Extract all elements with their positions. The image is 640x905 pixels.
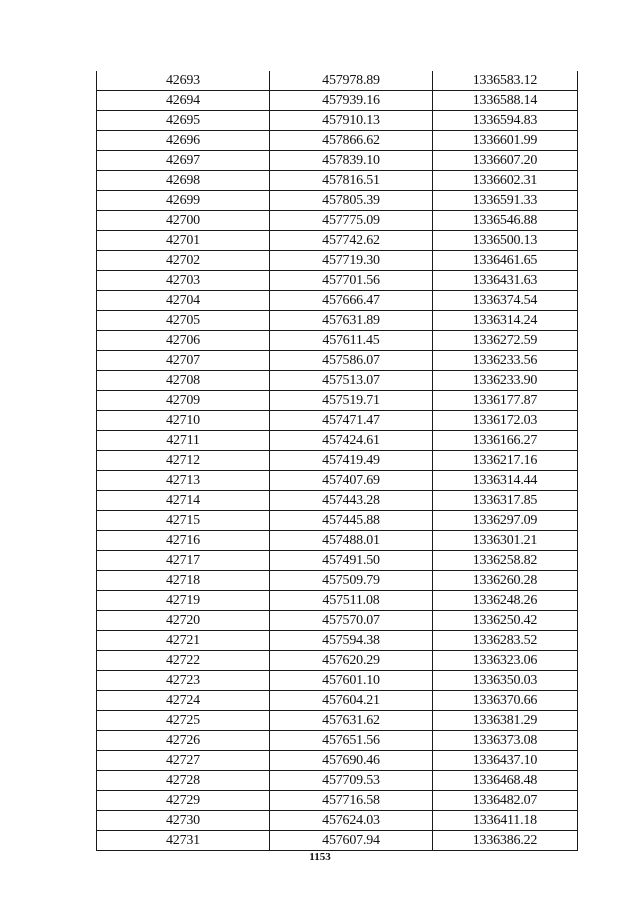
- y-coordinate-cell: 1336258.82: [433, 551, 578, 571]
- y-coordinate-cell: 1336583.12: [433, 71, 578, 91]
- point-id-cell: 42715: [97, 511, 270, 531]
- y-coordinate-cell: 1336482.07: [433, 791, 578, 811]
- x-coordinate-cell: 457511.08: [270, 591, 433, 611]
- y-coordinate-cell: 1336317.85: [433, 491, 578, 511]
- point-id-cell: 42702: [97, 251, 270, 271]
- point-id-cell: 42710: [97, 411, 270, 431]
- x-coordinate-cell: 457719.30: [270, 251, 433, 271]
- x-coordinate-cell: 457701.56: [270, 271, 433, 291]
- x-coordinate-cell: 457631.62: [270, 711, 433, 731]
- table-row: [97, 571, 578, 591]
- table-row: [97, 751, 578, 771]
- y-coordinate-cell: 1336431.63: [433, 271, 578, 291]
- point-id-cell: 42711: [97, 431, 270, 451]
- x-coordinate-cell: 457471.47: [270, 411, 433, 431]
- point-id-cell: 42697: [97, 151, 270, 171]
- x-coordinate-cell: 457978.89: [270, 71, 433, 91]
- point-id-cell: 42699: [97, 191, 270, 211]
- point-id-cell: 42693: [97, 71, 270, 91]
- x-coordinate-cell: 457624.03: [270, 811, 433, 831]
- x-coordinate-cell: 457716.58: [270, 791, 433, 811]
- coordinates-table-body: [97, 71, 578, 851]
- y-coordinate-cell: 1336546.88: [433, 211, 578, 231]
- table-row: [97, 311, 578, 331]
- point-id-cell: 42714: [97, 491, 270, 511]
- table-row: [97, 471, 578, 491]
- table-row: [97, 431, 578, 451]
- point-id-cell: 42721: [97, 631, 270, 651]
- table-row: [97, 151, 578, 171]
- table-row: [97, 251, 578, 271]
- point-id-cell: 42700: [97, 211, 270, 231]
- x-coordinate-cell: 457816.51: [270, 171, 433, 191]
- point-id-cell: 42724: [97, 691, 270, 711]
- y-coordinate-cell: 1336350.03: [433, 671, 578, 691]
- y-coordinate-cell: 1336272.59: [433, 331, 578, 351]
- x-coordinate-cell: 457620.29: [270, 651, 433, 671]
- x-coordinate-cell: 457709.53: [270, 771, 433, 791]
- table-row: [97, 691, 578, 711]
- x-coordinate-cell: 457611.45: [270, 331, 433, 351]
- y-coordinate-cell: 1336437.10: [433, 751, 578, 771]
- point-id-cell: 42716: [97, 531, 270, 551]
- point-id-cell: 42730: [97, 811, 270, 831]
- table-row: [97, 731, 578, 751]
- y-coordinate-cell: 1336500.13: [433, 231, 578, 251]
- point-id-cell: 42713: [97, 471, 270, 491]
- table-row: [97, 451, 578, 471]
- point-id-cell: 42694: [97, 91, 270, 111]
- point-id-cell: 42731: [97, 831, 270, 851]
- y-coordinate-cell: 1336601.99: [433, 131, 578, 151]
- table-row: [97, 631, 578, 651]
- y-coordinate-cell: 1336588.14: [433, 91, 578, 111]
- y-coordinate-cell: 1336381.29: [433, 711, 578, 731]
- y-coordinate-cell: 1336283.52: [433, 631, 578, 651]
- point-id-cell: 42705: [97, 311, 270, 331]
- table-row: [97, 791, 578, 811]
- table-row: [97, 91, 578, 111]
- point-id-cell: 42695: [97, 111, 270, 131]
- y-coordinate-cell: 1336233.56: [433, 351, 578, 371]
- table-row: [97, 831, 578, 851]
- x-coordinate-cell: 457443.28: [270, 491, 433, 511]
- table-row: [97, 651, 578, 671]
- x-coordinate-cell: 457445.88: [270, 511, 433, 531]
- y-coordinate-cell: 1336607.20: [433, 151, 578, 171]
- table-row: [97, 591, 578, 611]
- point-id-cell: 42725: [97, 711, 270, 731]
- y-coordinate-cell: 1336591.33: [433, 191, 578, 211]
- table-row: [97, 171, 578, 191]
- y-coordinate-cell: 1336260.28: [433, 571, 578, 591]
- table-row: [97, 551, 578, 571]
- x-coordinate-cell: 457939.16: [270, 91, 433, 111]
- point-id-cell: 42701: [97, 231, 270, 251]
- x-coordinate-cell: 457509.79: [270, 571, 433, 591]
- y-coordinate-cell: 1336602.31: [433, 171, 578, 191]
- x-coordinate-cell: 457666.47: [270, 291, 433, 311]
- table-row: [97, 711, 578, 731]
- table-row: [97, 391, 578, 411]
- point-id-cell: 42709: [97, 391, 270, 411]
- y-coordinate-cell: 1336370.66: [433, 691, 578, 711]
- table-row: [97, 491, 578, 511]
- table-row: [97, 411, 578, 431]
- table-row: [97, 531, 578, 551]
- point-id-cell: 42696: [97, 131, 270, 151]
- table-row: [97, 291, 578, 311]
- y-coordinate-cell: 1336323.06: [433, 651, 578, 671]
- x-coordinate-cell: 457651.56: [270, 731, 433, 751]
- table-row: [97, 371, 578, 391]
- coordinates-table: [96, 71, 578, 851]
- x-coordinate-cell: 457839.10: [270, 151, 433, 171]
- point-id-cell: 42718: [97, 571, 270, 591]
- point-id-cell: 42703: [97, 271, 270, 291]
- x-coordinate-cell: 457491.50: [270, 551, 433, 571]
- table-row: [97, 331, 578, 351]
- page-number: 1153: [309, 851, 331, 863]
- table-row: [97, 211, 578, 231]
- y-coordinate-cell: 1336314.24: [433, 311, 578, 331]
- point-id-cell: 42722: [97, 651, 270, 671]
- y-coordinate-cell: 1336217.16: [433, 451, 578, 471]
- table-row: [97, 111, 578, 131]
- point-id-cell: 42706: [97, 331, 270, 351]
- point-id-cell: 42708: [97, 371, 270, 391]
- point-id-cell: 42729: [97, 791, 270, 811]
- table-row: [97, 611, 578, 631]
- table-row: [97, 71, 578, 91]
- table-row: [97, 811, 578, 831]
- y-coordinate-cell: 1336172.03: [433, 411, 578, 431]
- table-row: [97, 131, 578, 151]
- point-id-cell: 42723: [97, 671, 270, 691]
- table-row: [97, 191, 578, 211]
- table-row: [97, 771, 578, 791]
- point-id-cell: 42720: [97, 611, 270, 631]
- table-row: [97, 271, 578, 291]
- x-coordinate-cell: 457690.46: [270, 751, 433, 771]
- y-coordinate-cell: 1336250.42: [433, 611, 578, 631]
- x-coordinate-cell: 457424.61: [270, 431, 433, 451]
- x-coordinate-cell: 457594.38: [270, 631, 433, 651]
- point-id-cell: 42719: [97, 591, 270, 611]
- point-id-cell: 42712: [97, 451, 270, 471]
- x-coordinate-cell: 457519.71: [270, 391, 433, 411]
- point-id-cell: 42728: [97, 771, 270, 791]
- table-row: [97, 231, 578, 251]
- x-coordinate-cell: 457607.94: [270, 831, 433, 851]
- table-row: [97, 351, 578, 371]
- point-id-cell: 42704: [97, 291, 270, 311]
- y-coordinate-cell: 1336177.87: [433, 391, 578, 411]
- y-coordinate-cell: 1336373.08: [433, 731, 578, 751]
- y-coordinate-cell: 1336233.90: [433, 371, 578, 391]
- y-coordinate-cell: 1336248.26: [433, 591, 578, 611]
- point-id-cell: 42707: [97, 351, 270, 371]
- x-coordinate-cell: 457601.10: [270, 671, 433, 691]
- x-coordinate-cell: 457775.09: [270, 211, 433, 231]
- x-coordinate-cell: 457419.49: [270, 451, 433, 471]
- point-id-cell: 42717: [97, 551, 270, 571]
- x-coordinate-cell: 457631.89: [270, 311, 433, 331]
- x-coordinate-cell: 457742.62: [270, 231, 433, 251]
- x-coordinate-cell: 457570.07: [270, 611, 433, 631]
- table-row: [97, 671, 578, 691]
- x-coordinate-cell: 457513.07: [270, 371, 433, 391]
- y-coordinate-cell: 1336166.27: [433, 431, 578, 451]
- y-coordinate-cell: 1336374.54: [433, 291, 578, 311]
- x-coordinate-cell: 457586.07: [270, 351, 433, 371]
- y-coordinate-cell: 1336594.83: [433, 111, 578, 131]
- y-coordinate-cell: 1336386.22: [433, 831, 578, 851]
- y-coordinate-cell: 1336411.18: [433, 811, 578, 831]
- x-coordinate-cell: 457866.62: [270, 131, 433, 151]
- x-coordinate-cell: 457604.21: [270, 691, 433, 711]
- x-coordinate-cell: 457488.01: [270, 531, 433, 551]
- x-coordinate-cell: 457805.39: [270, 191, 433, 211]
- y-coordinate-cell: 1336461.65: [433, 251, 578, 271]
- point-id-cell: 42698: [97, 171, 270, 191]
- y-coordinate-cell: 1336468.48: [433, 771, 578, 791]
- point-id-cell: 42727: [97, 751, 270, 771]
- table-row: [97, 511, 578, 531]
- y-coordinate-cell: 1336301.21: [433, 531, 578, 551]
- y-coordinate-cell: 1336314.44: [433, 471, 578, 491]
- point-id-cell: 42726: [97, 731, 270, 751]
- y-coordinate-cell: 1336297.09: [433, 511, 578, 531]
- x-coordinate-cell: 457407.69: [270, 471, 433, 491]
- x-coordinate-cell: 457910.13: [270, 111, 433, 131]
